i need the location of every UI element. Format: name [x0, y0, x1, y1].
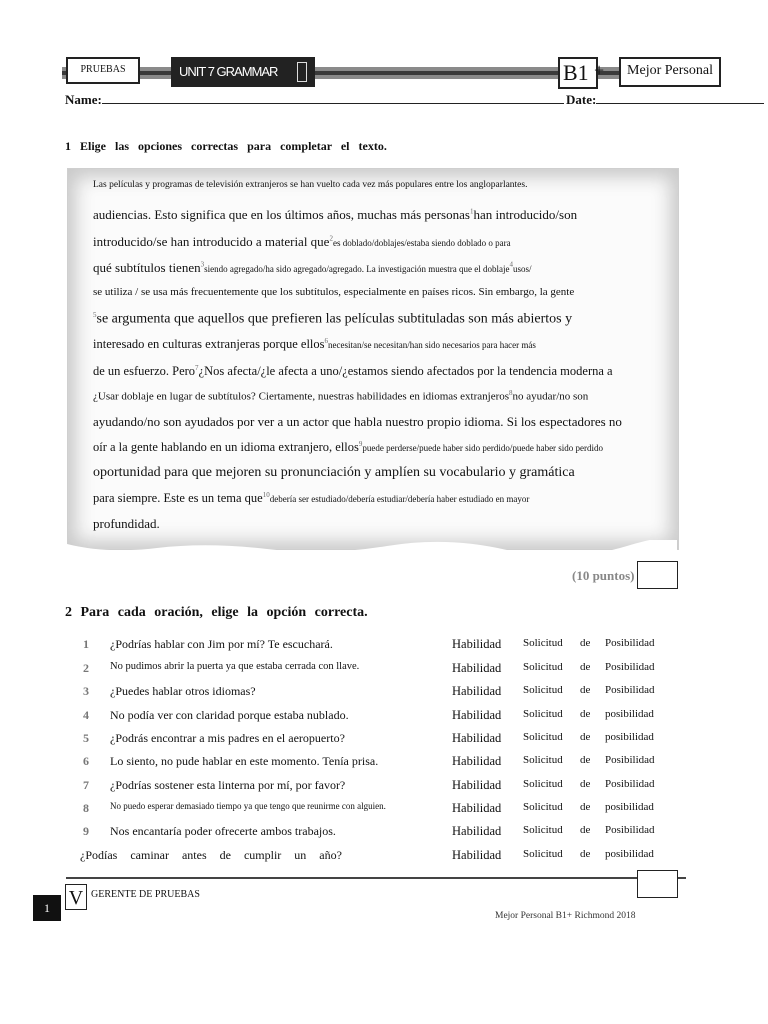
item-number: 3 [83, 684, 89, 698]
pruebas-label: PRUEBAS [66, 57, 140, 84]
line-text: qué subtítulos tienen [93, 260, 201, 275]
item-number: 6 [83, 754, 89, 768]
sentence: Lo siento, no pude hablar en este momento. Tenía prisa. [110, 754, 379, 768]
option-habilidad[interactable]: Habilidad [452, 708, 502, 722]
level-box: B1 [558, 57, 598, 89]
gap-number: 5 [93, 311, 97, 319]
option-habilidad[interactable]: Habilidad [452, 824, 502, 838]
option-posibilidad[interactable]: posibilidad [605, 848, 654, 860]
line-text: se argumenta que aquellos que prefieren las películas subtituladas son más abiertos y [96, 311, 573, 327]
option-solicitud[interactable]: Solicitud [523, 684, 563, 696]
option-solicitud[interactable]: Solicitud [523, 824, 563, 836]
option-habilidad[interactable]: Habilidad [452, 754, 502, 768]
v-logo: V [65, 884, 87, 910]
option-row [0, 778, 768, 798]
footer-score-box[interactable] [637, 870, 678, 898]
option-row [0, 684, 768, 704]
gap-number: 10 [262, 491, 270, 499]
line-text: oír a la gente hablando en un idioma extranjero, ellos [93, 440, 359, 455]
gap-number: 1 [469, 207, 474, 216]
line-text: de un esfuerzo. Pero [93, 364, 196, 379]
gap-number: 8 [509, 389, 513, 397]
sentence: ¿Podrás encontrar a mis padres en el aeropuerto? [110, 731, 345, 745]
paragraph-line: se utiliza / se usa más frecuentemente que los subtítulos, especialmente en países ricos. Sin embargo, la gente [93, 286, 575, 298]
page-number: 1 [33, 895, 61, 921]
line-text: necesitan/se necesitan/han sido necesarios para hacer más [328, 340, 536, 351]
sentence: ¿Puedes hablar otros idiomas? [110, 684, 256, 698]
footer-divider [66, 877, 686, 879]
option-habilidad[interactable]: Habilidad [452, 731, 502, 745]
option-solicitud[interactable]: Solicitud [523, 731, 563, 743]
item-number: 4 [83, 708, 89, 722]
option-row [0, 731, 768, 751]
option-row [0, 801, 768, 821]
option-row [0, 661, 768, 681]
option-row [0, 637, 768, 657]
book-title: Mejor Personal [619, 57, 721, 87]
unit-title: UNIT 7 GRAMMAR [171, 57, 315, 87]
option-habilidad[interactable]: Habilidad [452, 661, 502, 675]
line-text: ¿Nos afecta/¿le afecta a uno/¿estamos siendo afectados por la tendencia moderna a [198, 364, 613, 379]
option-de: de [580, 778, 591, 790]
option-posibilidad[interactable]: posibilidad [605, 708, 654, 720]
option-posibilidad[interactable]: Posibilidad [605, 778, 655, 790]
gap-number: 4 [509, 260, 513, 269]
option-de: de [580, 731, 591, 743]
unit-marker-icon [297, 62, 307, 82]
footer-gerente: GERENTE DE PRUEBAS [91, 889, 200, 900]
line-text: audiencias. Esto significa que en los últimos años, muchas más personas [93, 207, 470, 222]
date-row [566, 91, 764, 108]
option-de: de [580, 824, 591, 836]
option-de: de [580, 708, 591, 720]
item-number: 9 [83, 824, 89, 838]
paragraph-line [93, 389, 588, 403]
option-solicitud[interactable]: Solicitud [523, 661, 563, 673]
option-posibilidad[interactable]: posibilidad [605, 801, 654, 813]
option-habilidad[interactable]: Habilidad [452, 778, 502, 792]
line-text: interesado en culturas extranjeras porque ellos [93, 337, 325, 352]
name-row [65, 91, 564, 108]
option-posibilidad[interactable]: Posibilidad [605, 824, 655, 836]
option-solicitud[interactable]: Solicitud [523, 778, 563, 790]
torn-edge [67, 540, 677, 556]
option-habilidad[interactable]: Habilidad [452, 848, 502, 862]
line-text: para siempre. Este es un tema que [93, 491, 263, 506]
option-de: de [580, 661, 591, 673]
option-row [0, 824, 768, 844]
option-solicitud[interactable]: Solicitud [523, 801, 563, 813]
gap-number: 2 [329, 234, 333, 243]
option-de: de [580, 637, 591, 649]
paragraph-line: ayudando/no son ayudados por ver a un actor que habla nuestro propio idioma. Si los espectadores no [93, 414, 622, 429]
option-posibilidad[interactable]: Posibilidad [605, 754, 655, 766]
line-text: han introducido/son [473, 207, 578, 222]
option-solicitud[interactable]: Solicitud [523, 708, 563, 720]
option-solicitud[interactable]: Solicitud [523, 848, 563, 860]
option-solicitud[interactable]: Solicitud [523, 754, 563, 766]
paragraph-line [93, 207, 577, 223]
item-number: 7 [83, 778, 89, 792]
paragraph-line: oportunidad para que mejoren su pronunciación y amplíen su vocabulario y gramática [93, 465, 575, 480]
option-de: de [580, 754, 591, 766]
score-box[interactable] [637, 561, 678, 589]
paragraph-line [93, 491, 529, 506]
line-text: usos/ [513, 264, 532, 274]
copyright: Mejor Personal B1+ Richmond 2018 [495, 911, 636, 921]
option-row [0, 848, 768, 868]
paragraph-line [93, 260, 532, 276]
points-label: (10 puntos) [572, 568, 635, 583]
question-2-title: 2 Para cada oración, elige la opción correcta. [65, 605, 368, 620]
option-row [0, 754, 768, 774]
option-de: de [580, 801, 591, 813]
paragraph-line [93, 337, 536, 352]
paragraph-line: Las películas y programas de televisión extranjeros se han vuelto cada vez más populares entre los angloparlantes. [93, 180, 528, 190]
name-label: Name: [65, 92, 102, 107]
option-de: de [580, 848, 591, 860]
option-habilidad[interactable]: Habilidad [452, 684, 502, 698]
paragraph-line [93, 311, 572, 328]
line-text: puede perderse/puede haber sido perdido/puede haber sido perdido [362, 443, 604, 454]
paragraph-line: profundidad. [93, 516, 160, 531]
sentence: ¿Podrías sostener esta linterna por mí, por favor? [110, 778, 346, 792]
sentence: No podía ver con claridad porque estaba nublado. [110, 708, 349, 722]
question-1-title: 1 Elige las opciones correctas para completar el texto. [65, 139, 387, 153]
option-posibilidad[interactable]: posibilidad [605, 731, 654, 743]
date-field[interactable] [596, 91, 764, 104]
option-row [0, 708, 768, 728]
paragraph-line [93, 440, 603, 455]
line-text: siendo agregado/ha sido agregado/agregado. La investigación muestra que el doblaje [204, 264, 510, 274]
line-text: introducido/se han introducido a material que [93, 234, 330, 249]
option-habilidad[interactable]: Habilidad [452, 637, 502, 651]
paragraph-line [93, 364, 613, 379]
name-field[interactable] [102, 91, 564, 104]
gap-number: 3 [200, 260, 205, 269]
line-text: debería ser estudiado/debería estudiar/debería haber estudiado en mayor [269, 494, 530, 505]
line-text: no ayudar/no son [512, 390, 589, 403]
option-posibilidad[interactable]: Posibilidad [605, 684, 655, 696]
date-label: Date: [566, 92, 597, 107]
sentence: No puedo esperar demasiado tiempo ya que tengo que reunirme con alguien. [110, 801, 386, 811]
line-text: es doblado/doblajes/estaba siendo doblado o para [332, 238, 511, 248]
option-posibilidad[interactable]: Posibilidad [605, 661, 655, 673]
gap-number: 7 [195, 364, 199, 372]
sentence: Nos encantaría poder ofrecerte ambos trabajos. [110, 824, 336, 838]
header-bar-inner [62, 71, 622, 75]
option-posibilidad[interactable]: Posibilidad [605, 637, 655, 649]
option-de: de [580, 684, 591, 696]
level-plus: + [594, 60, 605, 80]
item-number: 5 [83, 731, 89, 745]
option-habilidad[interactable]: Habilidad [452, 801, 502, 815]
gap-number: 6 [324, 337, 329, 345]
gap-number: 9 [358, 440, 363, 448]
sentence: ¿Podrías hablar con Jim por mí? Te escuchará. [110, 637, 333, 651]
sentence: ¿Podías caminar antes de cumplir un año? [80, 848, 342, 862]
item-number: 8 [83, 801, 89, 815]
line-text: ¿Usar doblaje en lugar de subtítulos? Ciertamente, nuestras habilidades en idiomas extranjeros [93, 390, 510, 403]
sentence: No pudimos abrir la puerta ya que estaba cerrada con llave. [110, 661, 360, 672]
item-number: 1 [83, 637, 89, 651]
paragraph-line [93, 234, 511, 250]
option-solicitud[interactable]: Solicitud [523, 637, 563, 649]
item-number: 2 [83, 661, 89, 675]
